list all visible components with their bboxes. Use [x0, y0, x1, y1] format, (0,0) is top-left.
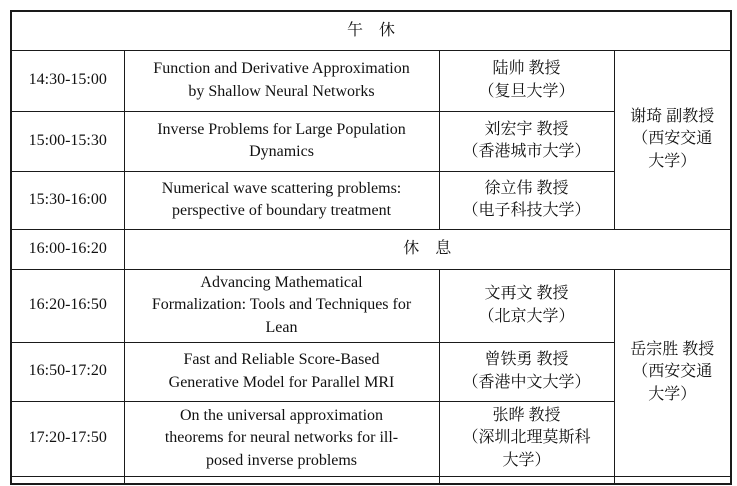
time-cell: 14:30-15:00 — [11, 50, 124, 111]
tea-break-row — [11, 229, 731, 269]
talk-title: Numerical wave scattering problems: perspective of boundary treatment — [124, 171, 439, 229]
talk-title: Fast and Reliable Score-Based Generative Model for Parallel MRI — [124, 342, 439, 401]
cutoff-cell — [439, 476, 614, 484]
speaker-cell: 陆帅 教授 （复旦大学） — [439, 50, 614, 111]
cutoff-cell — [614, 476, 731, 484]
speaker-cell: 刘宏宇 教授 （香港城市大学） — [439, 111, 614, 171]
speaker-cell: 曾铁勇 教授 （香港中文大学） — [439, 342, 614, 401]
time-cell: 15:30-16:00 — [11, 171, 124, 229]
speaker-cell: 徐立伟 教授 （电子科技大学） — [439, 171, 614, 229]
talk-title: Advancing Mathematical Formalization: Tools and Techniques for Lean — [124, 269, 439, 342]
cutoff-row — [11, 476, 731, 484]
speaker-cell: 文再文 教授 （北京大学） — [439, 269, 614, 342]
time-cell: 16:00-16:20 — [11, 229, 124, 269]
lunch-break-row — [11, 11, 731, 50]
session-row — [11, 269, 731, 342]
time-cell: 16:50-17:20 — [11, 342, 124, 401]
chair-cell: 岳宗胜 教授 （西安交通 大学） — [614, 269, 731, 476]
talk-title: Inverse Problems for Large Population Dynamics — [124, 111, 439, 171]
time-cell: 17:20-17:50 — [11, 401, 124, 476]
cutoff-cell — [11, 476, 124, 484]
time-cell: 15:00-15:30 — [11, 111, 124, 171]
time-cell: 16:20-16:50 — [11, 269, 124, 342]
session-row — [11, 50, 731, 111]
speaker-cell: 张晔 教授 （深圳北理莫斯科 大学） — [439, 401, 614, 476]
tea-break-label: 休 息 — [124, 229, 731, 269]
cutoff-cell — [124, 476, 439, 484]
chair-cell: 谢琦 副教授 （西安交通 大学） — [614, 50, 731, 229]
talk-title: On the universal approximation theorems for neural networks for ill- posed inverse problems — [124, 401, 439, 476]
talk-title: Function and Derivative Approximation by Shallow Neural Networks — [124, 50, 439, 111]
schedule-table — [10, 10, 732, 485]
lunch-break-label: 午 休 — [11, 11, 731, 50]
